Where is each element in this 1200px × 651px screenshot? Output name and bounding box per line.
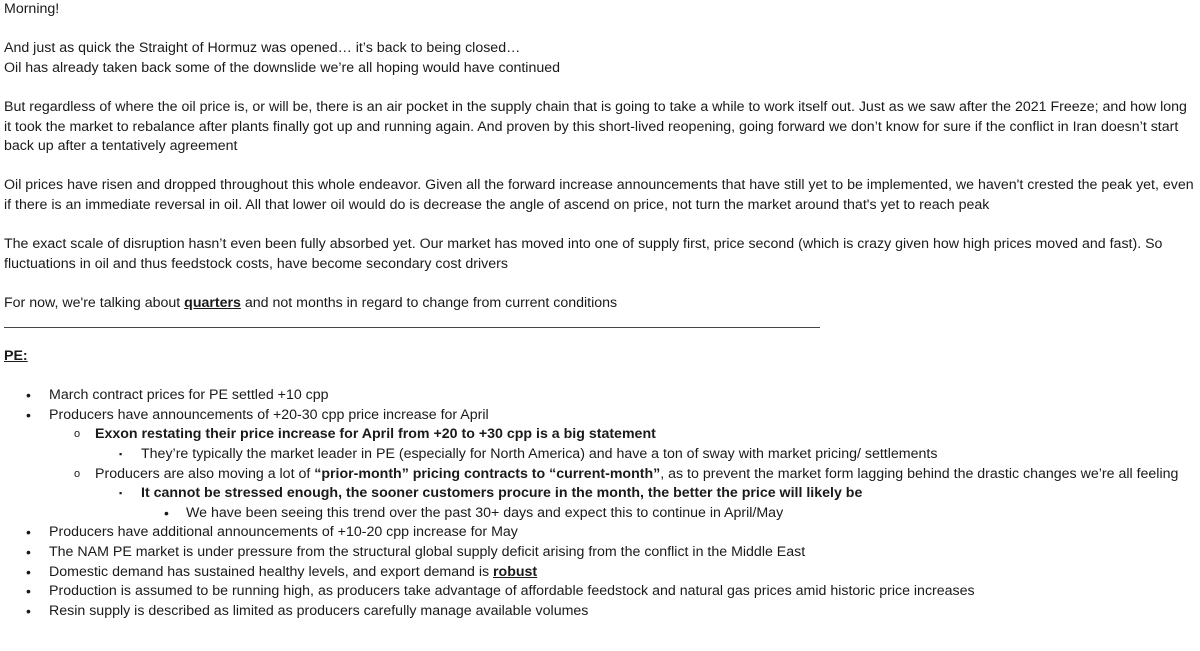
bullet-icon: • (26, 387, 31, 404)
list-item-bold-text: “prior-month” pricing contracts to “current-month” (314, 465, 661, 482)
list-item (4, 602, 1198, 622)
list-item (4, 465, 1198, 485)
list-item-text: Domestic demand has sustained healthy levels, and export demand is (49, 563, 494, 580)
bullet-icon: • (26, 602, 31, 619)
bullet-icon: • (164, 504, 169, 521)
list-item-text: They’re typically the market leader in PE (especially for North America) and have a ton of sway with market pricing/ settlements (141, 446, 938, 463)
list-item (4, 523, 1198, 543)
list-item-text: Producers have announcements of +20-30 cpp price increase for April (49, 406, 489, 423)
blank-line (4, 367, 1198, 387)
quarters-emphasis: quarters (184, 294, 241, 311)
robust-emphasis: robust (493, 563, 538, 580)
blank-line (4, 157, 1198, 177)
bullet-icon: • (26, 563, 31, 580)
list-item-text: The NAM PE market is under pressure from the structural global supply deficit arising from the conflict in the Middle East (49, 544, 806, 561)
square-bullet-icon: ▪ (119, 449, 123, 460)
bullet-icon: • (26, 406, 31, 423)
blank-line (4, 20, 1198, 40)
paragraph-hormuz-line-2: Oil has already taken back some of the downslide we’re all hoping would have continued (4, 59, 561, 76)
list-item (4, 582, 1198, 602)
blank-line (4, 274, 1198, 294)
bullet-icon: • (26, 583, 31, 600)
paragraph-quarters (4, 294, 1198, 314)
bullet-icon: • (26, 544, 31, 561)
blank-line (4, 334, 1198, 347)
list-item-text: Production is assumed to be running high, as producers take advantage of affordable feedstock and natural gas prices amid historic price increases (49, 583, 975, 600)
list-item-text: Resin supply is described as limited as producers carefully manage available volumes (49, 602, 589, 619)
list-item (4, 543, 1198, 563)
paragraph-supply-chain: But regardless of where the oil price is, or will be, there is an air pocket in the supply chain that is going to take a while to work itself out. Just as we saw after the 2021 Freeze; and how long it took the market to rebalance after plants finally got up and running again. And proven by this short-lived reopening, going forward we don’t know for sure if the conflict in Iran doesn’t start back up after a tentatively agreement (4, 98, 1187, 155)
list-item (4, 445, 1198, 465)
pe-bullet-list (4, 386, 1198, 621)
list-item (4, 425, 1198, 445)
list-item-text: , as to prevent the market form lagging behind the drastic changes we’re all feeling (660, 465, 1179, 482)
square-bullet-icon: ▪ (119, 488, 123, 499)
list-item (4, 563, 1198, 583)
bullet-icon: • (26, 524, 31, 541)
divider-line (4, 314, 820, 328)
list-item (4, 406, 1198, 426)
list-item-text: Exxon restating their price increase for April from +20 to +30 cpp is a big statement (95, 426, 656, 443)
list-item-text: We have been seeing this trend over the past 30+ days and expect this to continue in April/May (186, 504, 784, 521)
list-item-text: March contract prices for PE settled +10 cpp (49, 387, 329, 404)
quarters-text-before: For now, we're talking about (4, 294, 185, 311)
paragraph-hormuz-line-1: And just as quick the Straight of Hormuz was opened… it’s back to being closed… (4, 40, 521, 57)
list-item-text: Producers are also moving a lot of (95, 465, 315, 482)
list-item (4, 484, 1198, 504)
list-item (4, 504, 1198, 524)
paragraph-oil-prices: Oil prices have risen and dropped throughout this whole endeavor. Given all the forward increase announcements that have still yet to be implemented, we haven't crested the peak yet, even if there is an immediate reversal in oil. All that lower oil would do is decrease the angle of ascend on price, not turn the market around that's yet to reach peak (4, 177, 1194, 213)
blank-line (4, 216, 1198, 236)
paragraph-disruption: The exact scale of disruption hasn’t even been fully absorbed yet. Our market has moved into one of supply first, price second (which is crazy given how high prices moved and fast). So fluctuations in oil and thus feedstock costs, have become secondary cost drivers (4, 236, 1163, 272)
circle-bullet-icon: o (74, 428, 81, 441)
blank-line (4, 78, 1198, 98)
list-item-text: It cannot be stressed enough, the sooner customers procure in the month, the better the price will likely be (141, 485, 863, 502)
list-item (4, 386, 1198, 406)
quarters-text-after: and not months in regard to change from current conditions (240, 294, 618, 311)
section-heading-pe: PE: (4, 348, 28, 365)
circle-bullet-icon: o (74, 467, 81, 480)
greeting-line: Morning! (4, 1, 60, 17)
list-item-text: Producers have additional announcements of +10-20 cpp increase for May (49, 524, 518, 541)
